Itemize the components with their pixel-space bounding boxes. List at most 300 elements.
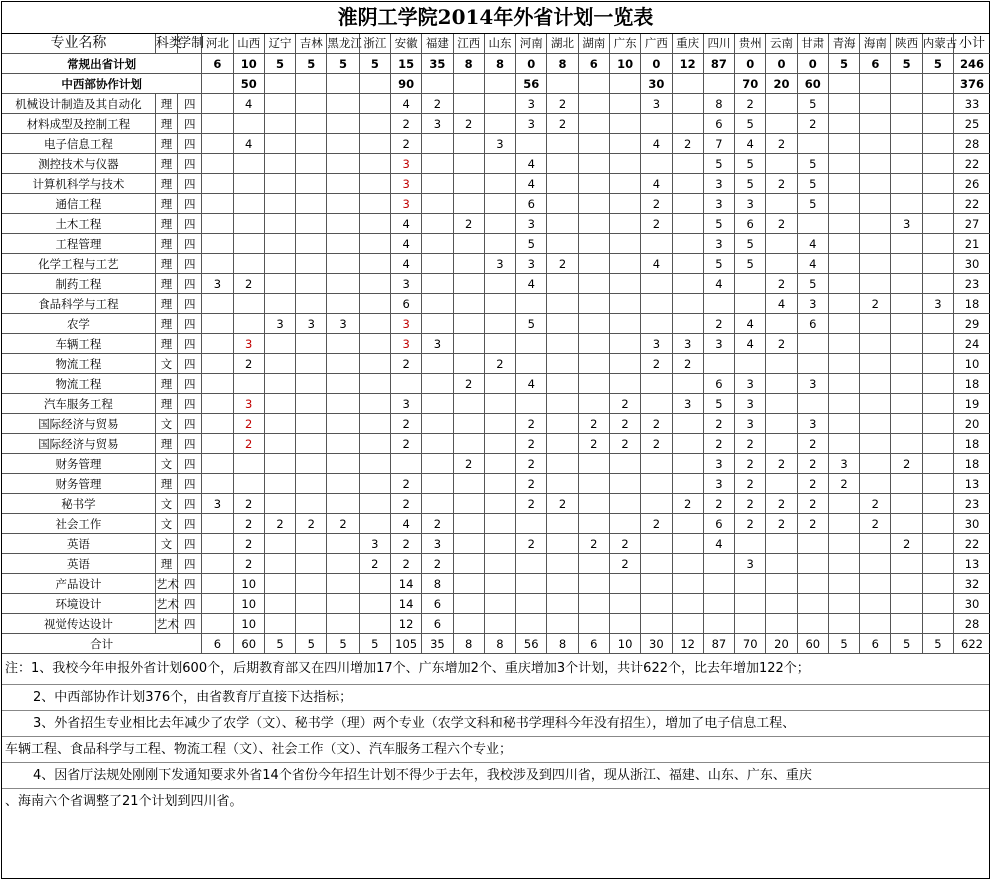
plan-cell (453, 274, 484, 294)
plan-cell: 3 (359, 534, 390, 554)
major-row (2, 514, 990, 534)
plan-cell (672, 574, 703, 594)
plan-cell (327, 134, 359, 154)
major-row (2, 494, 990, 514)
plan-cell (484, 154, 515, 174)
plan-cell (516, 294, 547, 314)
plan-cell (484, 494, 515, 514)
plan-cell (578, 114, 609, 134)
major-row (2, 134, 990, 154)
major-name: 物流工程 (2, 374, 155, 394)
plan-cell (641, 154, 672, 174)
plan-cell (703, 354, 734, 374)
plan-cell: 0 (735, 54, 766, 74)
plan-cell (891, 394, 922, 414)
plan-cell (860, 554, 891, 574)
plan-cell: 2 (735, 454, 766, 474)
plan-cell (922, 274, 953, 294)
major-category: 艺术 (155, 574, 177, 594)
major-duration: 四 (178, 354, 202, 374)
plan-cell (264, 234, 295, 254)
major-category: 理 (155, 474, 177, 494)
plan-cell: 2 (296, 514, 327, 534)
plan-cell: 4 (641, 254, 672, 274)
plan-cell (327, 234, 359, 254)
plan-cell (672, 314, 703, 334)
plan-cell (453, 394, 484, 414)
plan-cell: 3 (672, 334, 703, 354)
plan-cell (233, 314, 264, 334)
total-cell: 60 (797, 634, 828, 654)
plan-cell (327, 594, 359, 614)
plan-cell (922, 594, 953, 614)
plan-cell: 2 (390, 474, 421, 494)
major-category: 理 (155, 134, 177, 154)
plan-cell (797, 134, 828, 154)
plan-cell: 3 (390, 274, 421, 294)
plan-cell (422, 394, 453, 414)
major-name: 国际经济与贸易 (2, 414, 155, 434)
major-duration: 四 (178, 194, 202, 214)
plan-cell: 2 (327, 514, 359, 534)
plan-cell: 2 (233, 414, 264, 434)
major-row (2, 154, 990, 174)
plan-cell (578, 194, 609, 214)
plan-cell (547, 574, 578, 594)
plan-cell: 87 (703, 54, 734, 74)
plan-cell (327, 294, 359, 314)
plan-cell (797, 214, 828, 234)
plan-cell: 2 (641, 194, 672, 214)
plan-cell (327, 374, 359, 394)
plan-cell (516, 594, 547, 614)
plan-cell (296, 594, 327, 614)
plan-cell (672, 74, 703, 94)
total-cell: 8 (547, 634, 578, 654)
plan-cell (359, 594, 390, 614)
major-name: 计算机科学与技术 (2, 174, 155, 194)
header-province: 内蒙古 (922, 34, 953, 54)
row-subtotal: 23 (954, 274, 990, 294)
plan-cell (860, 614, 891, 634)
plan-cell (766, 434, 797, 454)
plan-cell (484, 514, 515, 534)
total-cell: 5 (828, 634, 859, 654)
plan-cell (547, 474, 578, 494)
plan-cell (609, 174, 640, 194)
major-name: 化学工程与工艺 (2, 254, 155, 274)
plan-cell: 2 (891, 454, 922, 474)
header-category: 科类 (155, 34, 177, 54)
plan-cell (453, 354, 484, 374)
plan-cell (296, 454, 327, 474)
plan-cell (296, 354, 327, 374)
plan-cell: 3 (327, 314, 359, 334)
plan-cell (578, 94, 609, 114)
major-name: 食品科学与工程 (2, 294, 155, 314)
plan-cell (891, 354, 922, 374)
plan-cell (735, 614, 766, 634)
plan-cell: 4 (516, 174, 547, 194)
plan-cell (828, 434, 859, 454)
plan-cell (264, 534, 295, 554)
plan-cell: 6 (703, 114, 734, 134)
plan-cell (202, 74, 233, 94)
plan-cell (202, 514, 233, 534)
grand-total: 622 (954, 634, 990, 654)
plan-cell (797, 614, 828, 634)
plan-cell (922, 114, 953, 134)
header-province: 贵州 (735, 34, 766, 54)
plan-cell: 2 (547, 94, 578, 114)
plan-cell (578, 134, 609, 154)
plan-cell: 3 (703, 454, 734, 474)
plan-cell (296, 494, 327, 514)
plan-cell (766, 574, 797, 594)
major-category: 理 (155, 434, 177, 454)
plan-cell: 2 (609, 534, 640, 554)
header-province: 河北 (202, 34, 233, 54)
plan-cell (484, 294, 515, 314)
major-name: 国际经济与贸易 (2, 434, 155, 454)
plan-cell: 5 (703, 214, 734, 234)
plan-cell (860, 594, 891, 614)
plan-cell: 2 (703, 494, 734, 514)
plan-cell (609, 314, 640, 334)
plan-cell (202, 434, 233, 454)
major-duration: 四 (178, 514, 202, 534)
plan-cell: 2 (735, 514, 766, 534)
plan-cell (453, 474, 484, 494)
plan-cell (828, 534, 859, 554)
plan-cell (547, 554, 578, 574)
plan-cell: 3 (422, 114, 453, 134)
plan-cell (641, 574, 672, 594)
major-duration: 四 (178, 554, 202, 574)
plan-cell (327, 414, 359, 434)
plan-cell (860, 234, 891, 254)
header-province: 广东 (609, 34, 640, 54)
row-subtotal: 22 (954, 194, 990, 214)
totals-row (2, 634, 990, 654)
plan-cell (359, 454, 390, 474)
plan-cell (359, 514, 390, 534)
plan-cell (891, 174, 922, 194)
plan-cell (516, 334, 547, 354)
plan-cell: 20 (766, 74, 797, 94)
plan-cell (422, 254, 453, 274)
plan-cell: 5 (516, 234, 547, 254)
plan-cell (609, 334, 640, 354)
plan-cell (735, 574, 766, 594)
plan-cell (609, 514, 640, 534)
plan-cell: 3 (891, 214, 922, 234)
plan-cell (327, 274, 359, 294)
plan-cell (233, 234, 264, 254)
plan-cell: 15 (390, 54, 421, 74)
plan-cell: 3 (797, 414, 828, 434)
plan-cell (609, 74, 640, 94)
plan-cell (860, 114, 891, 134)
note-1: 注：1、我校今年申报外省计划600个，后期教育部又在四川增加17个、广东增加2个、重庆增加3个计划，共计622个，比去年增加122个； (5, 661, 810, 676)
plan-cell (547, 594, 578, 614)
plan-cell: 2 (578, 534, 609, 554)
totals-label: 合计 (2, 634, 202, 654)
plan-cell (359, 114, 390, 134)
major-duration: 四 (178, 334, 202, 354)
plan-cell (672, 214, 703, 234)
total-cell: 87 (703, 634, 734, 654)
plan-cell: 2 (547, 494, 578, 514)
plan-cell: 6 (422, 594, 453, 614)
plan-cell (422, 454, 453, 474)
plan-cell: 3 (735, 374, 766, 394)
major-name: 产品设计 (2, 574, 155, 594)
major-duration: 四 (178, 434, 202, 454)
plan-cell (922, 174, 953, 194)
header-duration: 学制 (178, 34, 202, 54)
plan-cell (422, 294, 453, 314)
plan-cell: 2 (547, 114, 578, 134)
plan-cell (453, 254, 484, 274)
header-province: 安徽 (390, 34, 421, 54)
plan-cell (547, 434, 578, 454)
plan-cell (672, 254, 703, 274)
plan-cell: 2 (672, 354, 703, 374)
major-row (2, 214, 990, 234)
plan-cell (296, 154, 327, 174)
plan-cell: 8 (453, 54, 484, 74)
plan-cell (547, 154, 578, 174)
plan-cell: 2 (766, 514, 797, 534)
major-name: 制药工程 (2, 274, 155, 294)
plan-cell: 5 (703, 254, 734, 274)
plan-cell (578, 174, 609, 194)
plan-cell: 2 (516, 494, 547, 514)
plan-cell (453, 134, 484, 154)
plan-cell (547, 414, 578, 434)
plan-cell (766, 534, 797, 554)
plan-cell (422, 474, 453, 494)
plan-cell (641, 474, 672, 494)
plan-cell (296, 534, 327, 554)
plan-cell: 5 (735, 114, 766, 134)
major-category: 理 (155, 174, 177, 194)
plan-cell (453, 334, 484, 354)
major-category: 理 (155, 194, 177, 214)
plan-cell (641, 374, 672, 394)
row-subtotal: 23 (954, 494, 990, 514)
major-category: 理 (155, 394, 177, 414)
plan-cell (547, 194, 578, 214)
plan-cell: 2 (860, 514, 891, 534)
plan-cell (453, 514, 484, 534)
plan-cell (422, 414, 453, 434)
note-2: 2、中西部协作计划376个，由省教育厅直接下达指标； (2, 684, 989, 710)
plan-cell (327, 454, 359, 474)
plan-cell (484, 194, 515, 214)
plan-cell (422, 354, 453, 374)
plan-cell (547, 614, 578, 634)
plan-cell (578, 154, 609, 174)
plan-cell (359, 74, 390, 94)
plan-cell: 5 (797, 194, 828, 214)
plan-cell (828, 514, 859, 534)
plan-cell: 0 (641, 54, 672, 74)
plan-cell: 3 (703, 194, 734, 214)
plan-cell: 3 (516, 114, 547, 134)
row-subtotal: 29 (954, 314, 990, 334)
plan-cell: 2 (641, 354, 672, 374)
plan-cell: 2 (797, 114, 828, 134)
major-row (2, 114, 990, 134)
plan-cell (296, 334, 327, 354)
plan-cell (296, 574, 327, 594)
plan-cell: 3 (296, 314, 327, 334)
plan-cell (766, 594, 797, 614)
major-name: 英语 (2, 534, 155, 554)
plan-cell (578, 594, 609, 614)
plan-cell (766, 154, 797, 174)
plan-cell: 2 (233, 274, 264, 294)
plan-cell (327, 194, 359, 214)
plan-cell (359, 234, 390, 254)
plan-cell: 3 (264, 314, 295, 334)
plan-cell: 2 (797, 474, 828, 494)
plan-cell (609, 214, 640, 234)
total-cell: 12 (672, 634, 703, 654)
plan-cell (484, 534, 515, 554)
plan-cell: 3 (233, 334, 264, 354)
plan-cell (390, 454, 421, 474)
plan-cell (296, 394, 327, 414)
plan-cell: 6 (797, 314, 828, 334)
major-row (2, 274, 990, 294)
plan-cell (484, 554, 515, 574)
plan-cell: 3 (703, 474, 734, 494)
plan-cell (233, 454, 264, 474)
major-category: 文 (155, 354, 177, 374)
plan-cell: 3 (484, 254, 515, 274)
plan-cell: 2 (766, 174, 797, 194)
plan-cell: 2 (233, 354, 264, 374)
major-row (2, 434, 990, 454)
plan-cell (202, 574, 233, 594)
major-name: 通信工程 (2, 194, 155, 214)
plan-cell (453, 154, 484, 174)
plan-cell (922, 614, 953, 634)
plan-cell (828, 294, 859, 314)
plan-cell: 4 (390, 234, 421, 254)
plan-cell: 5 (735, 254, 766, 274)
plan-cell (672, 434, 703, 454)
plan-cell (641, 314, 672, 334)
plan-cell: 2 (578, 434, 609, 454)
major-row (2, 94, 990, 114)
plan-cell: 30 (641, 74, 672, 94)
plan-cell: 2 (453, 114, 484, 134)
plan-cell (296, 134, 327, 154)
major-duration: 四 (178, 94, 202, 114)
plan-cell: 2 (766, 214, 797, 234)
plan-cell (484, 114, 515, 134)
major-duration: 四 (178, 474, 202, 494)
plan-cell (672, 234, 703, 254)
plan-cell (828, 594, 859, 614)
plan-cell (359, 194, 390, 214)
major-category: 文 (155, 414, 177, 434)
plan-cell: 3 (516, 94, 547, 114)
plan-cell: 2 (233, 514, 264, 534)
plan-cell (609, 374, 640, 394)
plan-cell (327, 574, 359, 594)
plan-cell: 2 (641, 434, 672, 454)
total-cell: 5 (264, 634, 295, 654)
total-cell: 56 (516, 634, 547, 654)
plan-cell (828, 334, 859, 354)
major-category: 文 (155, 534, 177, 554)
plan-cell (422, 314, 453, 334)
plan-cell (453, 294, 484, 314)
plan-cell (922, 154, 953, 174)
plan-cell: 8 (703, 94, 734, 114)
plan-cell (609, 614, 640, 634)
plan-cell: 8 (422, 574, 453, 594)
plan-cell: 2 (735, 434, 766, 454)
plan-cell (672, 114, 703, 134)
plan-cell (422, 434, 453, 454)
plan-cell (422, 374, 453, 394)
plan-cell: 2 (390, 414, 421, 434)
plan-cell (735, 354, 766, 374)
plan-cell (860, 154, 891, 174)
plan-cell (609, 354, 640, 374)
major-name: 环境设计 (2, 594, 155, 614)
plan-cell: 3 (735, 194, 766, 214)
plan-cell (327, 434, 359, 454)
plan-cell: 4 (735, 334, 766, 354)
plan-cell (922, 314, 953, 334)
plan-cell: 8 (547, 54, 578, 74)
plan-cell (860, 414, 891, 434)
plan-cell (264, 154, 295, 174)
plan-cell (484, 74, 515, 94)
plan-cell (327, 494, 359, 514)
major-name: 财务管理 (2, 454, 155, 474)
major-name: 土木工程 (2, 214, 155, 234)
plan-cell (264, 434, 295, 454)
major-name: 视觉传达设计 (2, 614, 155, 634)
plan-cell (828, 554, 859, 574)
plan-cell: 5 (327, 54, 359, 74)
plan-cell (891, 234, 922, 254)
plan-cell (233, 214, 264, 234)
plan-cell: 14 (390, 574, 421, 594)
major-name: 财务管理 (2, 474, 155, 494)
plan-cell (891, 614, 922, 634)
plan-cell: 2 (453, 214, 484, 234)
plan-cell: 3 (390, 334, 421, 354)
plan-cell (547, 334, 578, 354)
plan-cell: 4 (797, 254, 828, 274)
plan-cell: 2 (672, 134, 703, 154)
plan-cell: 4 (233, 134, 264, 154)
major-category: 文 (155, 494, 177, 514)
plan-cell (672, 474, 703, 494)
plan-cell (828, 194, 859, 214)
plan-cell (202, 94, 233, 114)
plan-cell: 6 (578, 54, 609, 74)
